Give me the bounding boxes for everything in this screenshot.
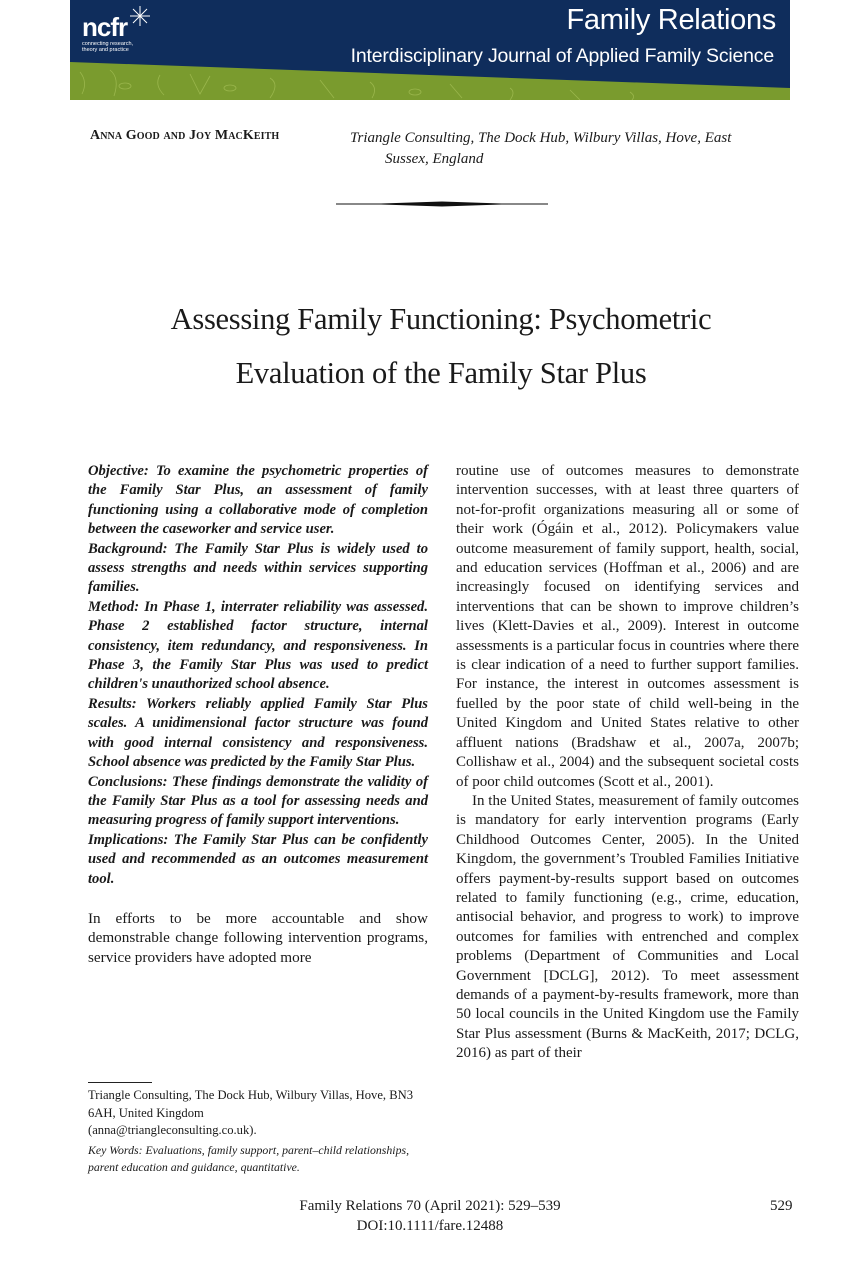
body-paragraph: In the United States, measurement of family outcomes is mandatory for early intervention programs (Early Childhood Outcomes Center, 2005). In the United Kingdom, the government’s Troubled Families Initiative offers payment-by-results support based on outcomes related to family functioning (e.g., crime, education, antisocial behavior, and progress to work) to improve outcomes for families with entrenched and complex problems (Department of Communities and Local Government [DCLG], 2012). To meet assessment demands of a payment-by-results framework, more than 50 local councils in the United Kingdom use the Family Star Plus assessment (Burns & MacKeith, 2017; DCLG, 2016) as part of their <box>456 792 799 1062</box>
authors: Anna Good and Joy MacKeith <box>90 128 280 143</box>
journal-subtitle: Interdisciplinary Journal of Applied Family Science <box>350 45 774 67</box>
abstract-text: The Family Star Plus can be confidently used and recommended as an outcomes measurement tool. <box>88 831 428 887</box>
abstract-text: The Family Star Plus is widely used to assess strengths and needs within services supporting families. <box>88 540 428 596</box>
footnote-email[interactable]: (anna@triangleconsulting.co.uk). <box>88 1123 257 1138</box>
footnote <box>88 1082 428 1176</box>
left-column <box>88 462 428 967</box>
abstract-objective <box>88 462 428 540</box>
footer-citation: Family Relations 70 (April 2021): 529–539 <box>299 1198 561 1214</box>
title-line-2: Evaluation of the Family Star Plus <box>235 356 647 390</box>
abstract-label: Results: <box>88 695 137 712</box>
ornament-divider <box>336 201 548 207</box>
abstract-background <box>88 540 428 598</box>
footnote-address: Triangle Consulting, The Dock Hub, Wilbury Villas, Hove, BN3 6AH, United Kingdom <box>88 1088 414 1120</box>
footer-citation-block <box>200 1196 660 1236</box>
logo-tagline: connecting research, theory and practice <box>82 41 134 53</box>
affiliation-line-2: Sussex, England <box>385 151 484 167</box>
abstract-label: Objective: <box>88 463 149 479</box>
footer-doi[interactable]: DOI:10.1111/fare.12488 <box>356 1218 504 1234</box>
ncfr-logo <box>82 14 142 53</box>
abstract-label: Method: <box>88 598 140 615</box>
abstract-conclusions <box>88 773 428 831</box>
abstract-label: Background: <box>88 540 168 557</box>
body-paragraph: routine use of outcomes measures to demonstrate intervention successes, with at least three quarters of not-for-profit organizations measuring all or some of their work (Ógáin et al., 2012). Policymakers value outcome measurement of family support, health, social, and education services (Hoffman et al., 2006) and are increasingly focused on identifying services and interventions that can be shown to improve children’s lives (Klett-Davies et al., 2009). Interest in outcome assessments is a particular focus in countries where there is clear indication of a need to further support families. For instance, the interest in outcomes assessment is fuelled by the poor state of child well-being in the United Kingdom and United States relative to other affluent nations (Bradshaw et al., 2007a, 2007b; Collishaw et al., 2004) and the subsequent societal costs of poor child outcomes (Scott et al., 2001). <box>456 463 799 790</box>
paper-title <box>60 292 822 400</box>
abstract-text: To examine the psychometric properties of the Family Star Plus, an assessment of family functioning using a collaborative mode of completion between the caseworker and service user. <box>88 463 428 538</box>
affiliation <box>350 128 805 170</box>
logo-text: ncfr <box>82 12 128 42</box>
abstract <box>88 462 428 889</box>
abstract-text: In Phase 1, interrater reliability was assessed. Phase 2 established factor structure, internal consistency, item redundancy, and responsiveness. In Phase 3, the Family Star Plus was used to predict children's unauthorized school absence. <box>88 598 428 693</box>
right-column <box>456 462 799 1064</box>
footnote-keywords: Key Words: Evaluations, family support, parent–child relationships, parent education and guidance, quantitative. <box>88 1142 410 1174</box>
abstract-text: These findings demonstrate the validity of the Family Star Plus as a tool for assessing needs and measuring progress of family support interventions. <box>88 773 428 829</box>
abstract-results <box>88 695 428 773</box>
abstract-method <box>88 598 428 695</box>
abstract-label: Conclusions: <box>88 773 168 790</box>
abstract-text: Workers reliably applied Family Star Plus scales. A unidimensional factor structure was found with good internal consistency and responsiveness. School absence was predicted by the Family Star Plus. <box>88 695 428 771</box>
journal-title: Family Relations <box>566 4 776 36</box>
affiliation-line-1: Triangle Consulting, The Dock Hub, Wilbury Villas, Hove, East <box>350 130 732 146</box>
intro-paragraph <box>88 909 428 967</box>
abstract-implications <box>88 831 428 889</box>
journal-banner <box>70 0 790 100</box>
page-number: 529 <box>770 1198 793 1214</box>
footnote-rule <box>88 1082 152 1083</box>
intro-text: In efforts to be more accountable and show demonstrable change following intervention programs, service providers have adopted more <box>88 909 428 966</box>
title-line-1: Assessing Family Functioning: Psychometric <box>170 302 712 336</box>
abstract-label: Implications: <box>88 831 169 848</box>
